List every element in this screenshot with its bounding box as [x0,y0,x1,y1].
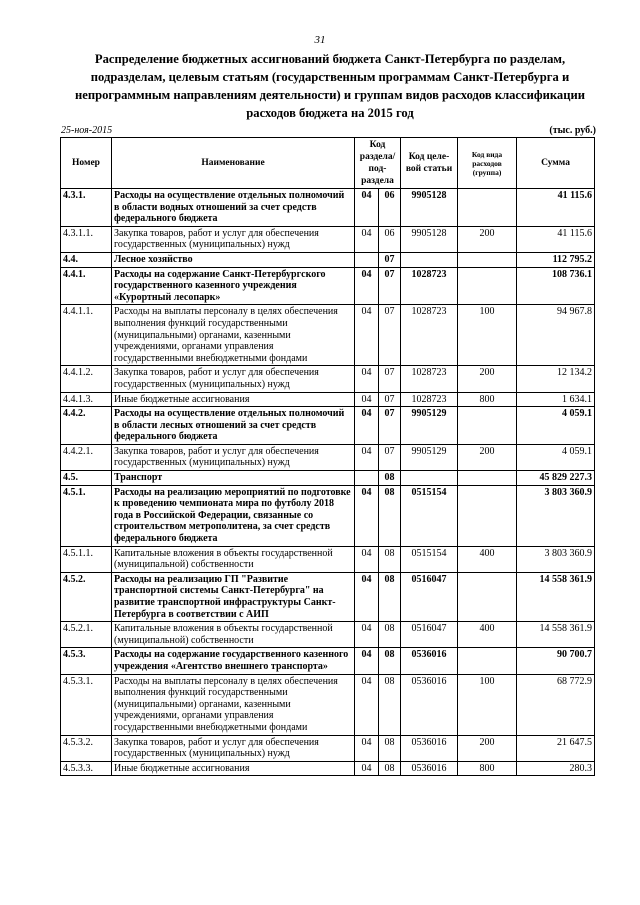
header-kind: Код вида расходов (группа) [458,138,517,189]
row-subsection: 08 [379,622,401,648]
row-subsection: 08 [379,572,401,621]
table-row [61,485,595,546]
row-subsection: 06 [379,226,401,252]
row-subsection: 08 [379,471,401,486]
row-kind: 200 [458,226,517,252]
header-name: Наименование [112,138,355,189]
row-name: Расходы на реализацию ГП "Развитие транспортной системы Санкт-Петербурга" на развитие транспортной инфраструктуры Санкт-Петербурга в соответствии с АИП [112,572,355,621]
row-sum: 45 829 227.3 [517,471,595,486]
row-name: Закупка товаров, работ и услуг для обеспечения государственных (муниципальных) нужд [112,366,355,392]
row-number: 4.5.2. [61,572,112,621]
row-sum: 90 700.7 [517,648,595,674]
table-row [61,226,595,252]
row-section: 04 [355,189,379,227]
row-kind: 200 [458,444,517,470]
document-date: 25-ноя-2015 [61,125,113,136]
row-number: 4.4. [61,252,112,267]
row-sum: 112 795.2 [517,252,595,267]
row-target: 9905129 [401,444,458,470]
row-target [401,252,458,267]
row-target: 1028723 [401,305,458,366]
row-sum: 41 115.6 [517,189,595,227]
table-row [61,622,595,648]
row-number: 4.5.3.3. [61,761,112,776]
row-name: Расходы на реализацию мероприятий по подготовке к проведению чемпионата мира по футболу 2018 года в Российской Федерации, связанные со строительством метрополитена, за счет средств федерального бюджета [112,485,355,546]
row-kind [458,648,517,674]
row-sum: 1 634.1 [517,392,595,407]
row-sum: 21 647.5 [517,735,595,761]
row-sum: 14 558 361.9 [517,572,595,621]
row-section: 04 [355,392,379,407]
row-subsection: 07 [379,267,401,305]
row-name: Расходы на содержание Санкт-Петербургского государственного казенного учреждения «Курортный лесопарк» [112,267,355,305]
table-row [61,267,595,305]
table-row [61,572,595,621]
row-name: Иные бюджетные ассигнования [112,761,355,776]
row-section [355,471,379,486]
row-number: 4.5.2.1. [61,622,112,648]
row-section: 04 [355,366,379,392]
row-section: 04 [355,674,379,735]
row-subsection: 08 [379,648,401,674]
table-body [61,189,595,776]
row-sum: 12 134.2 [517,366,595,392]
table-row [61,252,595,267]
row-kind: 100 [458,674,517,735]
row-subsection: 07 [379,444,401,470]
row-target: 9905128 [401,226,458,252]
table-row [61,444,595,470]
table-row [61,392,595,407]
row-number: 4.5.3.2. [61,735,112,761]
row-name: Расходы на осуществление отдельных полномочий в области водных отношений за счет средств федерального бюджета [112,189,355,227]
row-name: Транспорт [112,471,355,486]
row-subsection: 08 [379,485,401,546]
row-sum: 68 772.9 [517,674,595,735]
row-kind [458,485,517,546]
row-subsection: 08 [379,761,401,776]
row-number: 4.4.2.1. [61,444,112,470]
row-target: 0536016 [401,761,458,776]
row-sum: 3 803 360.9 [517,546,595,572]
table-row [61,674,595,735]
row-subsection: 08 [379,674,401,735]
row-target: 0536016 [401,735,458,761]
row-name: Расходы на выплаты персоналу в целях обеспечения выполнения функций государственными (муниципальными) органами, казенными учреждениями, органами управления государственными внебюджетными фондами [112,674,355,735]
table-row [61,407,595,445]
row-number: 4.4.1.1. [61,305,112,366]
row-target: 0536016 [401,648,458,674]
row-target: 9905128 [401,189,458,227]
page-number: 31 [314,34,326,46]
table-row [61,648,595,674]
row-sum: 4 059.1 [517,444,595,470]
row-number: 4.3.1. [61,189,112,227]
row-sum: 94 967.8 [517,305,595,366]
row-section: 04 [355,226,379,252]
row-section: 04 [355,572,379,621]
row-name: Капитальные вложения в объекты государственной (муниципальной) собственности [112,622,355,648]
row-kind: 200 [458,366,517,392]
header-number: Номер [61,138,112,189]
row-target: 0536016 [401,674,458,735]
table-row [61,305,595,366]
row-section: 04 [355,761,379,776]
row-name: Расходы на содержание государственного казенного учреждения «Агентство внешнего транспорта» [112,648,355,674]
row-section: 04 [355,546,379,572]
row-kind: 800 [458,761,517,776]
row-subsection: 07 [379,366,401,392]
row-target: 0516047 [401,572,458,621]
table-row [61,546,595,572]
row-kind [458,267,517,305]
row-number: 4.4.1.2. [61,366,112,392]
row-target: 1028723 [401,366,458,392]
row-subsection: 07 [379,305,401,366]
row-name: Расходы на выплаты персоналу в целях обеспечения выполнения функций государственными (муниципальными) органами, казенными учреждениями, органами управления государственными внебюджетными фондами [112,305,355,366]
row-target: 1028723 [401,267,458,305]
row-section: 04 [355,407,379,445]
row-number: 4.4.2. [61,407,112,445]
row-subsection: 08 [379,735,401,761]
row-subsection: 07 [379,252,401,267]
row-target: 0516047 [401,622,458,648]
row-section [355,252,379,267]
table-row [61,735,595,761]
header-target: Код целе- вой статьи [401,138,458,189]
row-kind [458,572,517,621]
row-number: 4.4.1. [61,267,112,305]
row-target: 9905129 [401,407,458,445]
row-sum: 41 115.6 [517,226,595,252]
row-number: 4.5.3.1. [61,674,112,735]
row-kind: 100 [458,305,517,366]
budget-table [60,137,595,776]
row-name: Закупка товаров, работ и услуг для обеспечения государственных (муниципальных) нужд [112,444,355,470]
row-sum: 280.3 [517,761,595,776]
row-kind: 400 [458,546,517,572]
row-section: 04 [355,735,379,761]
row-target: 1028723 [401,392,458,407]
row-sum: 4 059.1 [517,407,595,445]
row-name: Закупка товаров, работ и услуг для обеспечения государственных (муниципальных) нужд [112,226,355,252]
header-sum: Сумма [517,138,595,189]
row-name: Капитальные вложения в объекты государственной (муниципальной) собственности [112,546,355,572]
row-subsection: 06 [379,189,401,227]
row-subsection: 07 [379,407,401,445]
row-name: Иные бюджетные ассигнования [112,392,355,407]
row-kind [458,189,517,227]
document-title: Распределение бюджетных ассигнований бюджета Санкт-Петербурга по разделам, подразделам, целевым статьям (государственным программам Санкт-Петербурга и непрограммным направлениям деятельности) и группам видов расходов классификации расходов бюджета на 2015 год [75,52,585,120]
row-kind: 800 [458,392,517,407]
row-sum: 3 803 360.9 [517,485,595,546]
table-row [61,366,595,392]
row-number: 4.4.1.3. [61,392,112,407]
row-target [401,471,458,486]
row-name: Закупка товаров, работ и услуг для обеспечения государственных (муниципальных) нужд [112,735,355,761]
table-row [61,189,595,227]
row-name: Расходы на осуществление отдельных полномочий в области лесных отношений за счет средств федерального бюджета [112,407,355,445]
row-section: 04 [355,267,379,305]
row-number: 4.3.1.1. [61,226,112,252]
row-kind [458,407,517,445]
table-row [61,761,595,776]
row-kind [458,252,517,267]
row-number: 4.5.1. [61,485,112,546]
row-section: 04 [355,444,379,470]
row-sum: 14 558 361.9 [517,622,595,648]
row-section: 04 [355,305,379,366]
row-kind: 200 [458,735,517,761]
row-target: 0515154 [401,546,458,572]
row-kind: 400 [458,622,517,648]
units-label: (тыс. руб.) [549,125,596,136]
row-section: 04 [355,622,379,648]
row-target: 0515154 [401,485,458,546]
header-section: Код раздела/ под- раздела [355,138,401,189]
row-number: 4.5. [61,471,112,486]
row-kind [458,471,517,486]
row-subsection: 07 [379,392,401,407]
table-row [61,471,595,486]
row-section: 04 [355,485,379,546]
row-subsection: 08 [379,546,401,572]
row-number: 4.5.1.1. [61,546,112,572]
row-sum: 108 736.1 [517,267,595,305]
row-section: 04 [355,648,379,674]
row-number: 4.5.3. [61,648,112,674]
row-name: Лесное хозяйство [112,252,355,267]
